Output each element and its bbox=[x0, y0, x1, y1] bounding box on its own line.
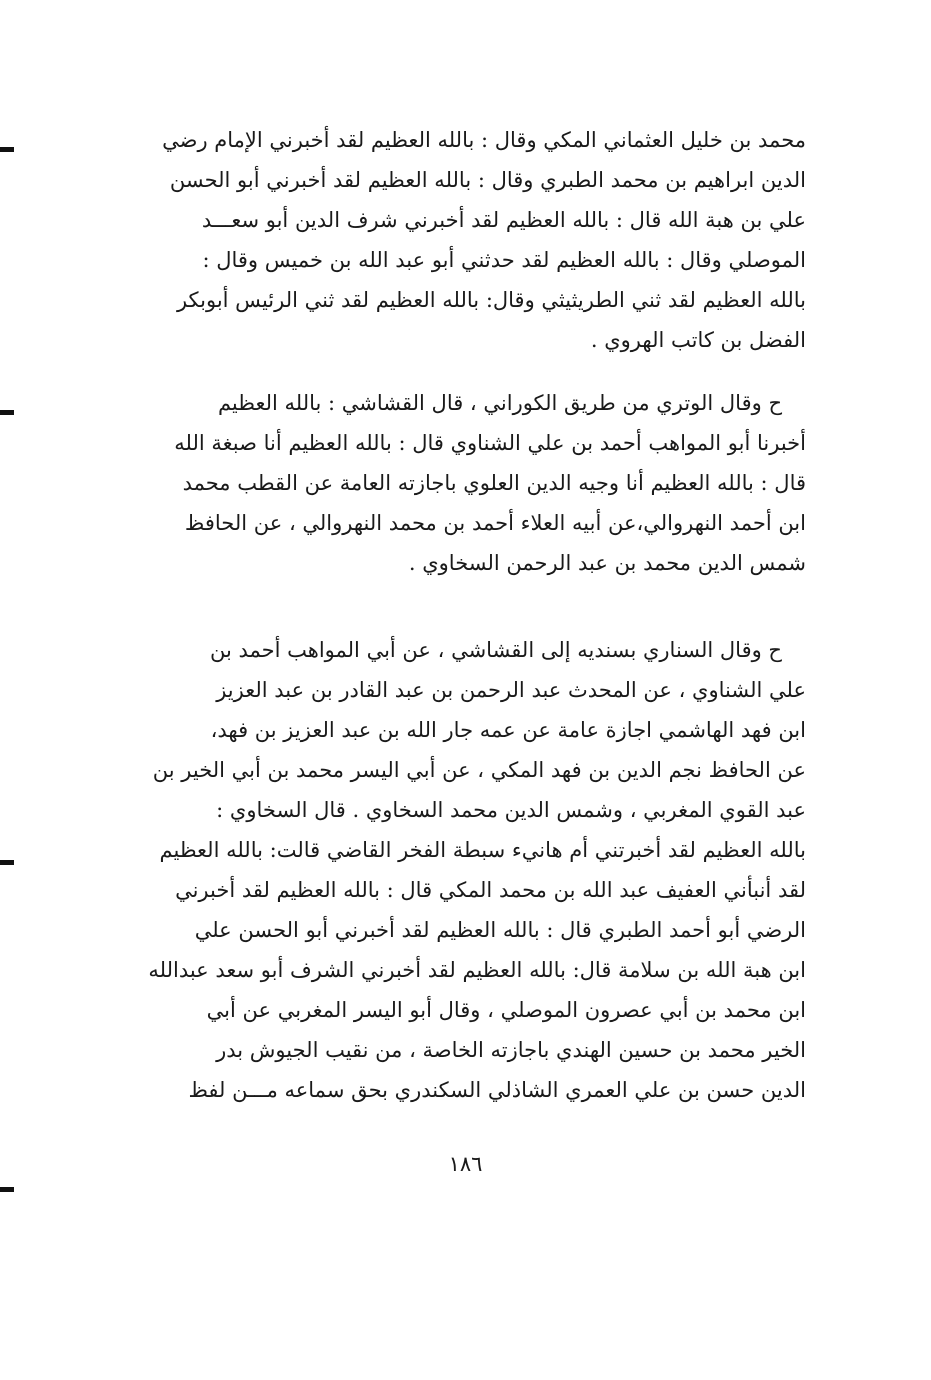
text-line: ح وقال السناري بسنديه إلى القشاشي ، عن أبي المواهب أحمد بن bbox=[209, 638, 782, 662]
text-line: الدين ابراهيم بن محمد الطبري وقال : بالله العظيم لقد أخبرني أبو الحسن bbox=[169, 168, 806, 192]
text-line: الرضي أبو أحمد الطبري قال : بالله العظيم لقد أخبرني أبو الحسن علي bbox=[194, 918, 806, 942]
text-line: ح وقال الوتري من طريق الكوراني ، قال القشاشي : بالله العظيم bbox=[217, 391, 782, 415]
text-line: الدين حسن بن علي العمري الشاذلي السكندري بحق سماعه مـــن لفظ bbox=[188, 1078, 806, 1102]
text-line: لقد أنبأني العفيف عبد الله بن محمد المكي قال : بالله العظيم لقد أخبرني bbox=[175, 878, 806, 902]
text-line: عن الحافظ نجم الدين بن فهد المكي ، عن أبي اليسر محمد بن أبي الخير بن bbox=[152, 758, 806, 782]
text-line: شمس الدين محمد بن عبد الرحمن السخاوي . bbox=[408, 551, 806, 575]
scan-edge-mark bbox=[0, 860, 14, 865]
text-line: قال : بالله العظيم أنا وجيه الدين العلوي باجازته العامة عن القطب محمد bbox=[182, 471, 806, 495]
text-line: الفضل بن كاتب الهروي . bbox=[590, 328, 806, 352]
text-line: محمد بن خليل العثماني المكي وقال : بالله العظيم لقد أخبرني الإمام رضي bbox=[162, 128, 806, 152]
text-line: ابن هبة الله بن سلامة قال: بالله العظيم لقد أخبرني الشرف أبو سعد عبدالله bbox=[148, 958, 806, 982]
text-line: الموصلي وقال : بالله العظيم لقد حدثني أبو عبد الله بن خميس وقال : bbox=[202, 248, 806, 272]
text-line: الخير محمد بن حسين الهندي باجازته الخاصة ، من نقيب الجيوش بدر bbox=[216, 1038, 806, 1062]
text-line: أخبرنا أبو المواهب أحمد بن علي الشناوي قال : بالله العظيم أنا صبغة الله bbox=[174, 431, 806, 455]
text-line: بالله العظيم لقد ثني الطريثيثي وقال: بالله العظيم لقد ثني الرئيس أبوبكر bbox=[176, 288, 806, 312]
scan-edge-mark bbox=[0, 147, 14, 152]
paragraph-2 bbox=[128, 383, 806, 583]
text-line: بالله العظيم لقد أخبرتني أم هانيء سبطة الفخر القاضي قالت: بالله العظيم bbox=[159, 838, 806, 862]
text-line: عبد القوي المغربي ، وشمس الدين محمد السخاوي . قال السخاوي : bbox=[216, 798, 806, 822]
page-number: ١٨٦ bbox=[448, 1152, 483, 1176]
text-line: ابن محمد بن أبي عصرون الموصلي ، وقال أبو اليسر المغربي عن أبي bbox=[206, 998, 806, 1022]
scan-edge-mark bbox=[0, 1187, 14, 1192]
text-line: علي بن هبة الله قال : بالله العظيم لقد أخبرني شرف الدين أبو سعـــد bbox=[201, 208, 806, 232]
text-line: ابن فهد الهاشمي اجازة عامة عن عمه جار الله بن عبد العزيز بن فهد، bbox=[210, 718, 806, 742]
paragraph-3 bbox=[128, 630, 806, 1110]
text-line: ابن أحمد النهروالي،عن أبيه العلاء أحمد بن محمد النهروالي ، عن الحافظ bbox=[184, 511, 806, 535]
paragraph-1 bbox=[128, 120, 806, 360]
scan-edge-mark bbox=[0, 410, 14, 415]
text-line: علي الشناوي ، عن المحدث عبد الرحمن بن عبد القادر بن عبد العزيز bbox=[216, 678, 806, 702]
